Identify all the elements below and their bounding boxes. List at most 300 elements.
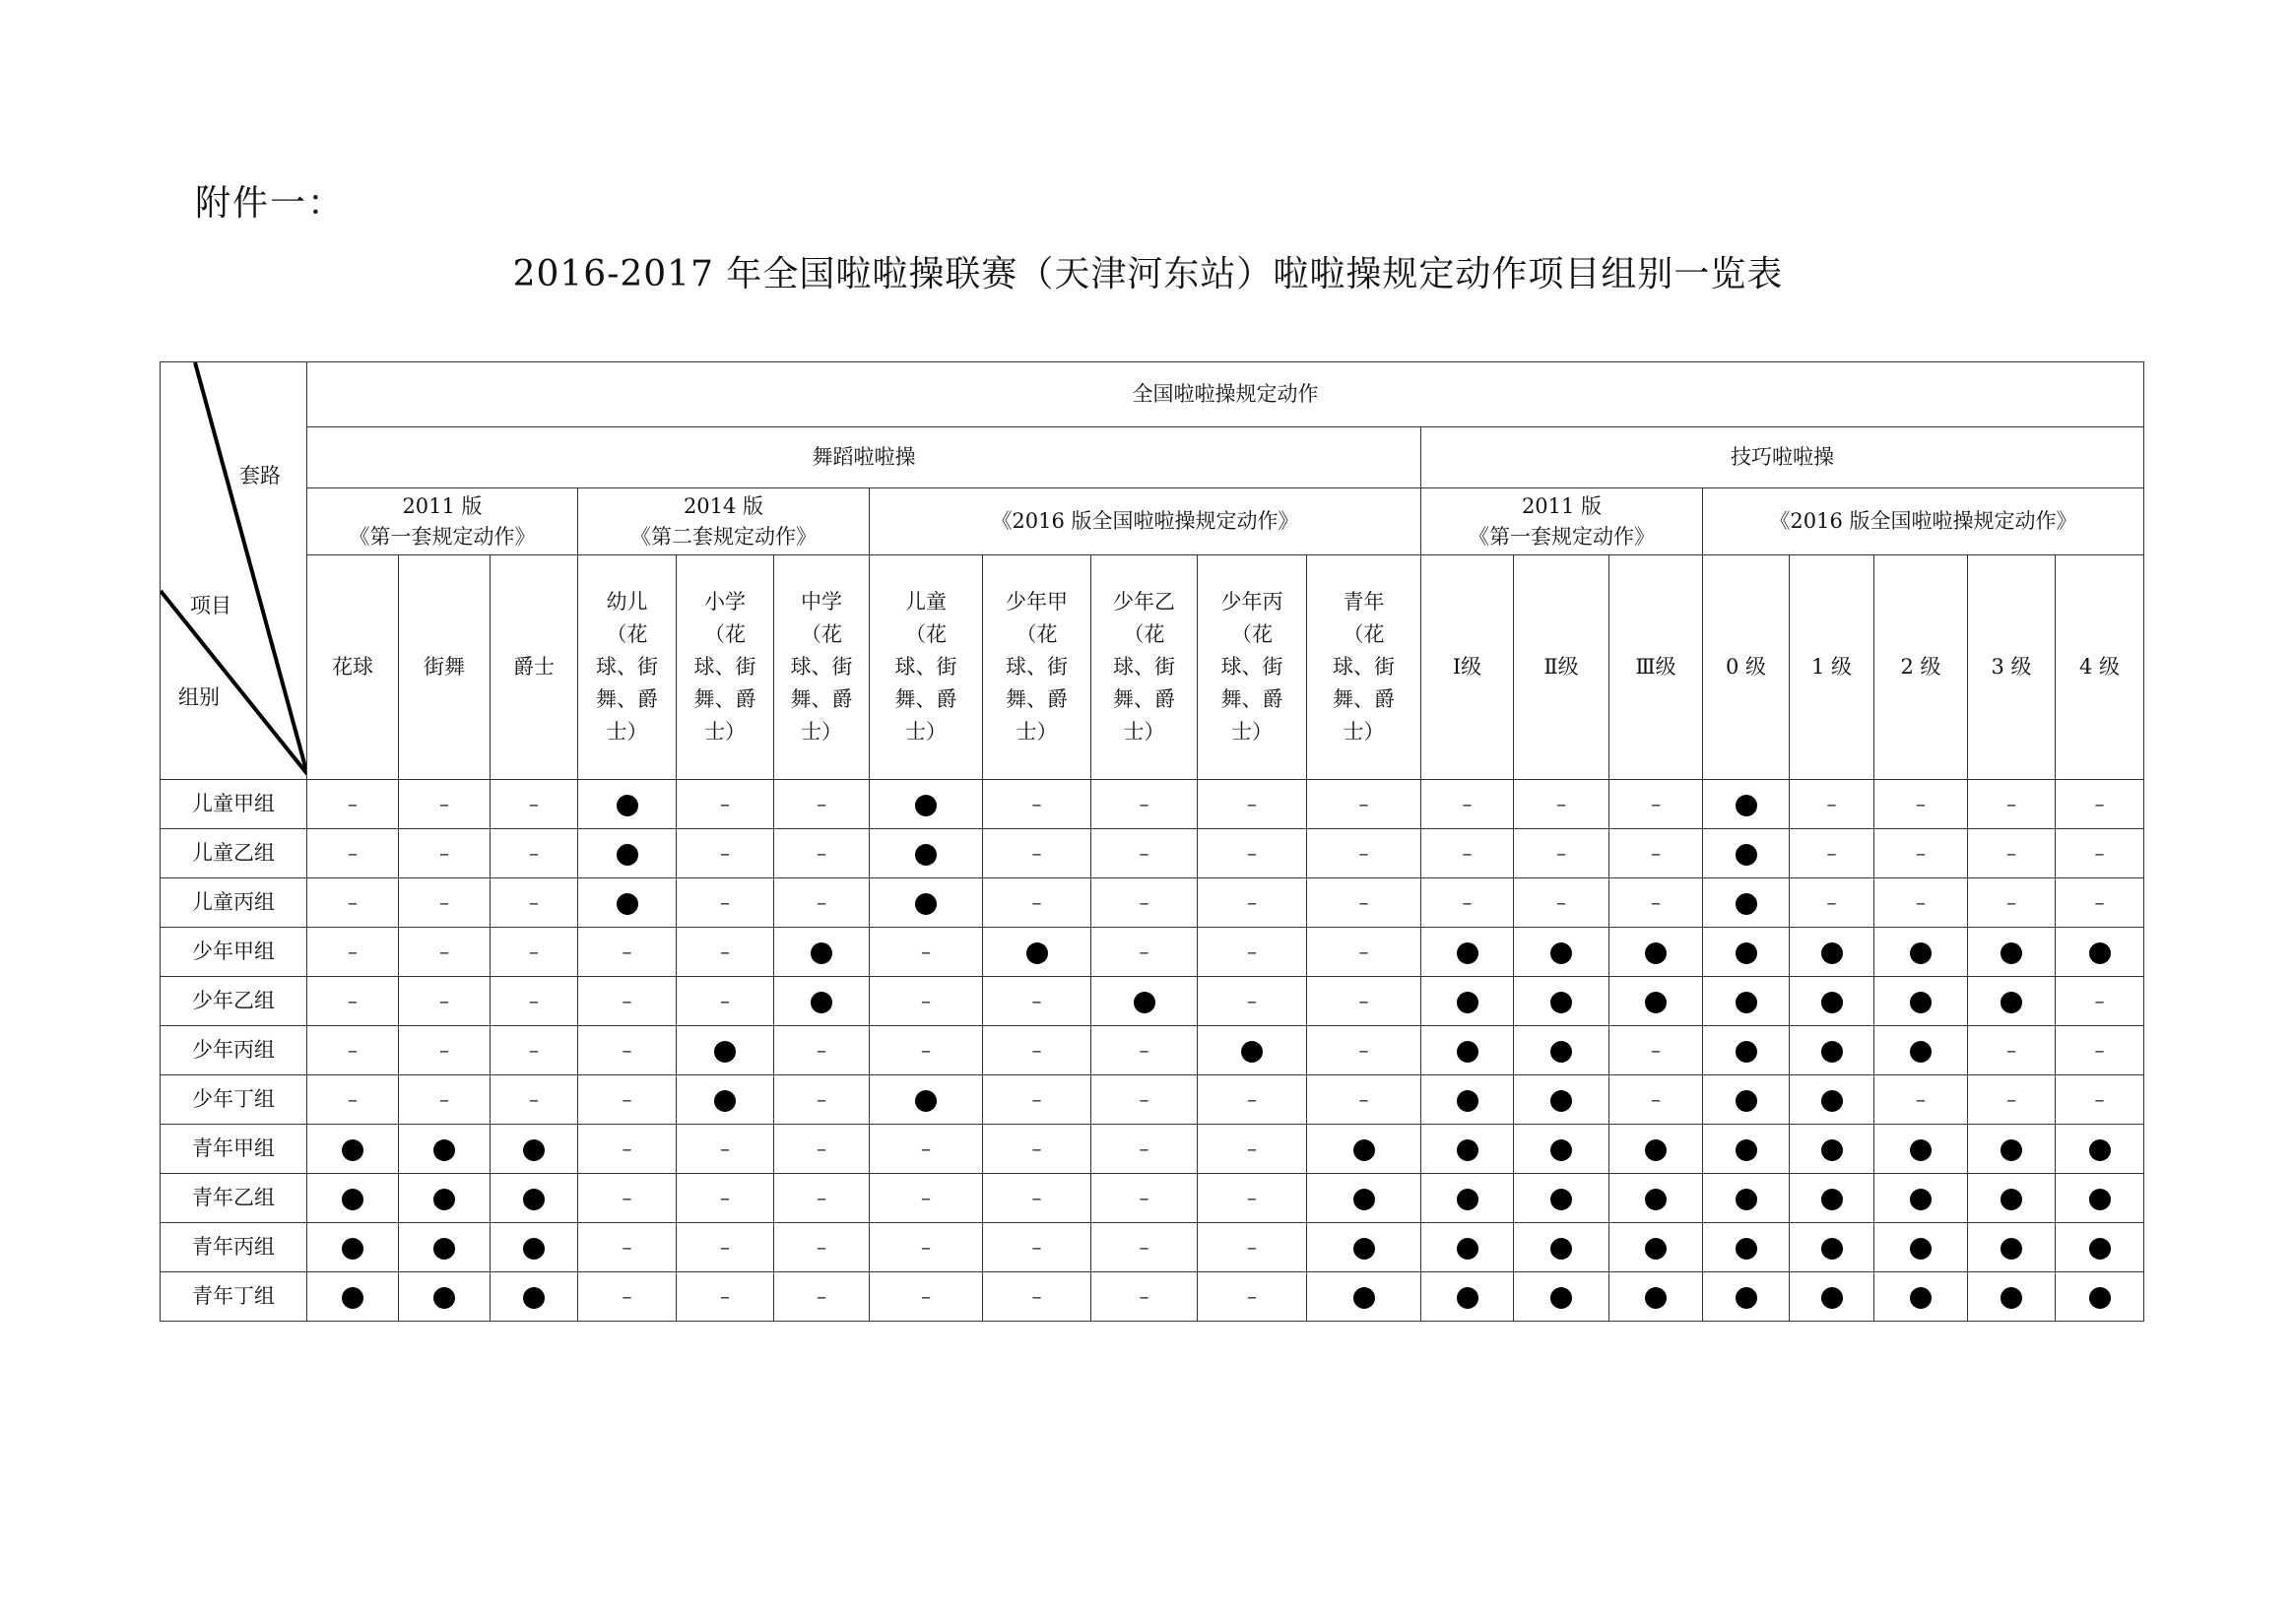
table-cell	[1514, 878, 1609, 928]
header-version-2014-dance	[578, 488, 870, 555]
not-applicable-dash: –	[1462, 841, 1473, 866]
not-applicable-dash: –	[1139, 1087, 1149, 1112]
not-applicable-dash: –	[2006, 1087, 2016, 1112]
table-cell	[307, 1174, 399, 1223]
table-cell	[1703, 1223, 1790, 1272]
table-cell	[1790, 878, 1874, 928]
not-applicable-dash: –	[348, 792, 358, 816]
table-cell	[1609, 1075, 1703, 1125]
eligible-dot-icon	[1550, 1041, 1572, 1063]
table-cell	[1421, 1075, 1514, 1125]
table-cell	[1514, 780, 1609, 829]
table-cell	[491, 1223, 578, 1272]
eligible-dot-icon	[811, 942, 832, 964]
table-cell	[677, 878, 774, 928]
item-header-cell	[1514, 555, 1609, 780]
table-cell	[983, 1075, 1091, 1125]
eligible-dot-icon	[1821, 1139, 1843, 1161]
table-cell	[1790, 829, 1874, 878]
not-applicable-dash: –	[921, 1038, 931, 1063]
eligible-dot-icon	[1457, 1189, 1478, 1210]
not-applicable-dash: –	[439, 1038, 449, 1063]
not-applicable-dash: –	[1139, 1284, 1149, 1309]
table-cell	[1703, 829, 1790, 878]
not-applicable-dash: –	[348, 890, 358, 915]
header-stunt-cheer: 技巧啦啦操	[1421, 427, 2144, 488]
table-cell	[1514, 1125, 1609, 1174]
eligible-dot-icon	[1910, 1238, 1932, 1260]
item-header-label: 0 级	[1725, 655, 1767, 680]
table-cell	[399, 878, 491, 928]
table-cell	[1968, 928, 2056, 977]
version-line: 2011 版	[1521, 494, 1603, 519]
not-applicable-dash: –	[1031, 792, 1042, 816]
table-row	[161, 1125, 2144, 1174]
not-applicable-dash: –	[1031, 1284, 1042, 1309]
table-cell	[1968, 1174, 2056, 1223]
not-applicable-dash: –	[1651, 1087, 1661, 1112]
table-cell	[1968, 1272, 2056, 1322]
table-cell	[677, 1026, 774, 1075]
table-cell	[1790, 928, 1874, 977]
table-cell	[677, 1075, 774, 1125]
table-cell	[774, 1026, 870, 1075]
table-cell	[491, 878, 578, 928]
item-header-label: 幼儿（花球、街舞、爵士）	[596, 590, 658, 744]
item-header-cell	[1091, 555, 1198, 780]
table-cell	[1968, 1075, 2056, 1125]
table-cell	[1874, 829, 1968, 878]
not-applicable-dash: –	[817, 1087, 826, 1112]
table-cell	[399, 780, 491, 829]
table-cell	[1609, 1223, 1703, 1272]
not-applicable-dash: –	[1247, 1136, 1257, 1161]
table-cell	[399, 1125, 491, 1174]
version-line: 《第一套规定动作》	[349, 524, 536, 549]
not-applicable-dash: –	[1358, 989, 1369, 1013]
not-applicable-dash: –	[720, 1186, 730, 1210]
table-cell	[677, 1174, 774, 1223]
header-version-2016-dance	[870, 488, 1421, 555]
not-applicable-dash: –	[817, 792, 826, 816]
not-applicable-dash: –	[1358, 792, 1369, 816]
table-cell	[1421, 1125, 1514, 1174]
table-cell	[1307, 780, 1421, 829]
eligible-dot-icon	[2001, 1238, 2022, 1260]
not-applicable-dash: –	[921, 1186, 931, 1210]
table-cell	[1874, 1125, 1968, 1174]
eligible-dot-icon	[1821, 992, 1843, 1013]
eligible-dot-icon	[1821, 1041, 1843, 1063]
header-version-2016-stunt	[1703, 488, 2144, 555]
table-cell	[677, 1125, 774, 1174]
group-name-cell: 少年丁组	[161, 1075, 307, 1125]
eligible-dot-icon	[1550, 1090, 1572, 1112]
table-cell	[307, 1125, 399, 1174]
group-name-cell: 少年甲组	[161, 928, 307, 977]
table-cell	[1307, 878, 1421, 928]
not-applicable-dash: –	[1031, 1136, 1042, 1161]
item-header-label: 少年甲（花球、街舞、爵士）	[1006, 590, 1068, 744]
table-cell	[1609, 780, 1703, 829]
not-applicable-dash: –	[1247, 890, 1257, 915]
table-cell	[1703, 780, 1790, 829]
item-header-cell	[983, 555, 1091, 780]
not-applicable-dash: –	[2094, 1038, 2105, 1063]
table-cell	[1514, 1026, 1609, 1075]
table-cell	[1790, 1075, 1874, 1125]
eligible-dot-icon	[1736, 1139, 1757, 1161]
item-header-label: 少年乙（花球、街舞、爵士）	[1113, 590, 1175, 744]
not-applicable-dash: –	[1247, 1186, 1257, 1210]
not-applicable-dash: –	[439, 841, 449, 866]
eligible-dot-icon	[1645, 942, 1667, 964]
table-cell	[578, 1125, 677, 1174]
table-cell	[774, 829, 870, 878]
item-header-cell	[677, 555, 774, 780]
group-name-cell: 少年乙组	[161, 977, 307, 1026]
table-cell	[1968, 780, 2056, 829]
table-cell	[1874, 780, 1968, 829]
table-cell	[1514, 977, 1609, 1026]
not-applicable-dash: –	[622, 1038, 632, 1063]
table-cell	[774, 977, 870, 1026]
not-applicable-dash: –	[921, 1235, 931, 1260]
not-applicable-dash: –	[1247, 989, 1257, 1013]
not-applicable-dash: –	[720, 841, 730, 866]
eligible-dot-icon	[1736, 1041, 1757, 1063]
item-header-label: 爵士	[513, 655, 555, 680]
table-cell	[578, 1272, 677, 1322]
eligible-dot-icon	[1645, 1238, 1667, 1260]
not-applicable-dash: –	[622, 1235, 632, 1260]
not-applicable-dash: –	[1031, 989, 1042, 1013]
table-cell	[1198, 1125, 1307, 1174]
eligible-dot-icon	[342, 1189, 363, 1210]
table-cell	[983, 928, 1091, 977]
table-cell	[1514, 928, 1609, 977]
not-applicable-dash: –	[2094, 1087, 2105, 1112]
table-cell	[491, 1125, 578, 1174]
eligible-dot-icon	[523, 1287, 545, 1309]
not-applicable-dash: –	[529, 1038, 539, 1063]
table-cell	[1874, 1223, 1968, 1272]
table-cell	[983, 878, 1091, 928]
eligible-dot-icon	[1550, 942, 1572, 964]
version-line: 《第一套规定动作》	[1469, 524, 1655, 549]
table-cell	[870, 977, 983, 1026]
not-applicable-dash: –	[720, 792, 730, 816]
table-cell	[1198, 780, 1307, 829]
not-applicable-dash: –	[817, 1136, 826, 1161]
item-header-cell	[774, 555, 870, 780]
not-applicable-dash: –	[1358, 890, 1369, 915]
not-applicable-dash: –	[1556, 841, 1566, 866]
corner-label-group: 组别	[178, 685, 220, 709]
table-cell	[983, 829, 1091, 878]
corner-label-routine: 套路	[239, 464, 281, 487]
not-applicable-dash: –	[1139, 1038, 1149, 1063]
item-header-label: 小学（花球、街舞、爵士）	[693, 590, 756, 744]
not-applicable-dash: –	[1031, 1235, 1042, 1260]
eligible-dot-icon	[433, 1238, 455, 1260]
table-cell	[1198, 1174, 1307, 1223]
eligible-dot-icon	[714, 1041, 736, 1063]
table-cell	[870, 1075, 983, 1125]
event-group-table	[160, 361, 2144, 1322]
not-applicable-dash: –	[439, 890, 449, 915]
table-cell	[578, 928, 677, 977]
not-applicable-dash: –	[622, 1284, 632, 1309]
not-applicable-dash: –	[1031, 1038, 1042, 1063]
table-cell	[983, 780, 1091, 829]
table-cell	[1874, 1075, 1968, 1125]
table-row	[161, 977, 2144, 1026]
table-cell	[983, 977, 1091, 1026]
not-applicable-dash: –	[2094, 841, 2105, 866]
eligible-dot-icon	[617, 893, 638, 915]
table-cell	[1198, 829, 1307, 878]
not-applicable-dash: –	[1031, 1186, 1042, 1210]
eligible-dot-icon	[2001, 1139, 2022, 1161]
table-cell	[1198, 1075, 1307, 1125]
not-applicable-dash: –	[2094, 989, 2105, 1013]
table-cell	[1198, 878, 1307, 928]
table-cell	[491, 1075, 578, 1125]
table-cell	[1091, 780, 1198, 829]
table-cell	[2056, 829, 2144, 878]
not-applicable-dash: –	[348, 1087, 358, 1112]
eligible-dot-icon	[1821, 942, 1843, 964]
eligible-dot-icon	[433, 1287, 455, 1309]
table-cell	[2056, 928, 2144, 977]
not-applicable-dash: –	[817, 1235, 826, 1260]
table-cell	[578, 780, 677, 829]
table-cell	[1790, 1125, 1874, 1174]
item-header-label: 4 级	[2078, 655, 2121, 680]
eligible-dot-icon	[1910, 1189, 1932, 1210]
table-cell	[983, 1026, 1091, 1075]
not-applicable-dash: –	[529, 940, 539, 964]
eligible-dot-icon	[1910, 1139, 1932, 1161]
not-applicable-dash: –	[921, 989, 931, 1013]
table-cell	[1307, 928, 1421, 977]
item-header-cell	[1703, 555, 1790, 780]
table-cell	[870, 928, 983, 977]
not-applicable-dash: –	[1651, 841, 1661, 866]
table-cell	[1968, 1125, 2056, 1174]
not-applicable-dash: –	[1139, 841, 1149, 866]
table-cell	[1421, 878, 1514, 928]
eligible-dot-icon	[1736, 844, 1757, 866]
eligible-dot-icon	[811, 992, 832, 1013]
table-cell	[1790, 780, 1874, 829]
table-cell	[2056, 1125, 2144, 1174]
eligible-dot-icon	[342, 1139, 363, 1161]
table-cell	[1091, 1026, 1198, 1075]
table-cell	[307, 1223, 399, 1272]
eligible-dot-icon	[433, 1139, 455, 1161]
diagonal-corner-cell	[161, 362, 307, 780]
not-applicable-dash: –	[720, 989, 730, 1013]
not-applicable-dash: –	[1247, 841, 1257, 866]
table-cell	[1609, 1125, 1703, 1174]
eligible-dot-icon	[915, 844, 937, 866]
table-cell	[1703, 1026, 1790, 1075]
eligible-dot-icon	[1457, 1041, 1478, 1063]
version-line: 《2016 版全国啦啦操规定动作》	[1769, 509, 2077, 534]
table-cell	[1514, 1174, 1609, 1223]
not-applicable-dash: –	[1358, 841, 1369, 866]
not-applicable-dash: –	[817, 841, 826, 866]
item-header-cell	[1790, 555, 1874, 780]
table-cell	[1790, 1174, 1874, 1223]
not-applicable-dash: –	[1247, 940, 1257, 964]
not-applicable-dash: –	[921, 1284, 931, 1309]
not-applicable-dash: –	[529, 841, 539, 866]
item-header-cell	[307, 555, 399, 780]
eligible-dot-icon	[1910, 1041, 1932, 1063]
table-cell	[1198, 928, 1307, 977]
not-applicable-dash: –	[817, 890, 826, 915]
table-cell	[1609, 1174, 1703, 1223]
table-cell	[491, 1174, 578, 1223]
table-cell	[774, 1272, 870, 1322]
not-applicable-dash: –	[622, 989, 632, 1013]
page-label: 附件一：	[195, 183, 346, 224]
table-cell	[491, 977, 578, 1026]
item-header-label: Ⅰ级	[1452, 655, 1482, 680]
not-applicable-dash: –	[1651, 1038, 1661, 1063]
table-row	[161, 1223, 2144, 1272]
eligible-dot-icon	[1821, 1287, 1843, 1309]
table-cell	[399, 1272, 491, 1322]
table-cell	[870, 1026, 983, 1075]
diagonal-lines	[161, 362, 307, 776]
not-applicable-dash: –	[1462, 890, 1473, 915]
group-name-cell: 青年丁组	[161, 1272, 307, 1322]
eligible-dot-icon	[1910, 992, 1932, 1013]
table-cell	[1307, 1272, 1421, 1322]
eligible-dot-icon	[2089, 1238, 2111, 1260]
not-applicable-dash: –	[817, 1038, 826, 1063]
table-cell	[307, 1026, 399, 1075]
not-applicable-dash: –	[921, 1136, 931, 1161]
not-applicable-dash: –	[1556, 792, 1566, 816]
not-applicable-dash: –	[1139, 1136, 1149, 1161]
eligible-dot-icon	[523, 1238, 545, 1260]
not-applicable-dash: –	[1358, 1087, 1369, 1112]
not-applicable-dash: –	[348, 1038, 358, 1063]
eligible-dot-icon	[1910, 942, 1932, 964]
table-cell	[578, 977, 677, 1026]
header-version-2011-stunt	[1421, 488, 1703, 555]
eligible-dot-icon	[523, 1189, 545, 1210]
eligible-dot-icon	[1821, 1238, 1843, 1260]
table-cell	[1091, 1125, 1198, 1174]
table-cell	[774, 1174, 870, 1223]
table-cell	[1307, 829, 1421, 878]
eligible-dot-icon	[1457, 942, 1478, 964]
not-applicable-dash: –	[720, 890, 730, 915]
table-cell	[1198, 1223, 1307, 1272]
eligible-dot-icon	[1736, 1189, 1757, 1210]
table-cell	[1307, 1075, 1421, 1125]
table-cell	[983, 1272, 1091, 1322]
not-applicable-dash: –	[1916, 792, 1926, 816]
not-applicable-dash: –	[439, 1087, 449, 1112]
not-applicable-dash: –	[1916, 890, 1926, 915]
table-cell	[1198, 1026, 1307, 1075]
table-cell	[2056, 1223, 2144, 1272]
table-cell	[1968, 977, 2056, 1026]
eligible-dot-icon	[2001, 942, 2022, 964]
table-cell	[1703, 928, 1790, 977]
table-cell	[1307, 1026, 1421, 1075]
eligible-dot-icon	[342, 1287, 363, 1309]
table-cell	[1874, 1026, 1968, 1075]
table-cell	[399, 829, 491, 878]
eligible-dot-icon	[1645, 1189, 1667, 1210]
not-applicable-dash: –	[1826, 792, 1837, 816]
eligible-dot-icon	[1645, 992, 1667, 1013]
item-header-label: 2 级	[1900, 655, 1941, 680]
corner-label-item: 项目	[190, 594, 231, 617]
eligible-dot-icon	[1353, 1189, 1375, 1210]
group-name-cell: 儿童甲组	[161, 780, 307, 829]
not-applicable-dash: –	[439, 940, 449, 964]
header-dance-cheer: 舞蹈啦啦操	[307, 427, 1421, 488]
table-cell	[399, 1174, 491, 1223]
not-applicable-dash: –	[1247, 792, 1257, 816]
table-row	[161, 780, 2144, 829]
table-cell	[1421, 928, 1514, 977]
table-cell	[983, 1125, 1091, 1174]
table-cell	[578, 1223, 677, 1272]
item-header-label: Ⅱ级	[1543, 655, 1579, 680]
table-cell	[578, 878, 677, 928]
not-applicable-dash: –	[348, 940, 358, 964]
item-header-cell	[870, 555, 983, 780]
eligible-dot-icon	[1550, 992, 1572, 1013]
not-applicable-dash: –	[439, 792, 449, 816]
table-cell	[307, 829, 399, 878]
not-applicable-dash: –	[1139, 940, 1149, 964]
not-applicable-dash: –	[1247, 1284, 1257, 1309]
table-cell	[307, 1075, 399, 1125]
not-applicable-dash: –	[348, 989, 358, 1013]
table-cell	[1790, 1223, 1874, 1272]
not-applicable-dash: –	[1651, 890, 1661, 915]
table-cell	[1091, 1075, 1198, 1125]
header-version-2011-dance	[307, 488, 578, 555]
table-cell	[578, 1026, 677, 1075]
item-header-label: 3 级	[1991, 655, 2032, 680]
table-cell	[774, 1075, 870, 1125]
table-cell	[983, 1223, 1091, 1272]
item-header-label: Ⅲ级	[1635, 655, 1676, 680]
table-cell	[2056, 878, 2144, 928]
table-cell	[1421, 1026, 1514, 1075]
document-title: 2016-2017 年全国啦啦操联赛（天津河东站）啦啦操规定动作项目组别一览表	[512, 254, 1784, 294]
not-applicable-dash: –	[529, 989, 539, 1013]
table-cell	[307, 928, 399, 977]
table-cell	[1514, 829, 1609, 878]
not-applicable-dash: –	[622, 1087, 632, 1112]
item-header-cell	[2056, 555, 2144, 780]
table-cell	[1091, 977, 1198, 1026]
eligible-dot-icon	[2001, 992, 2022, 1013]
